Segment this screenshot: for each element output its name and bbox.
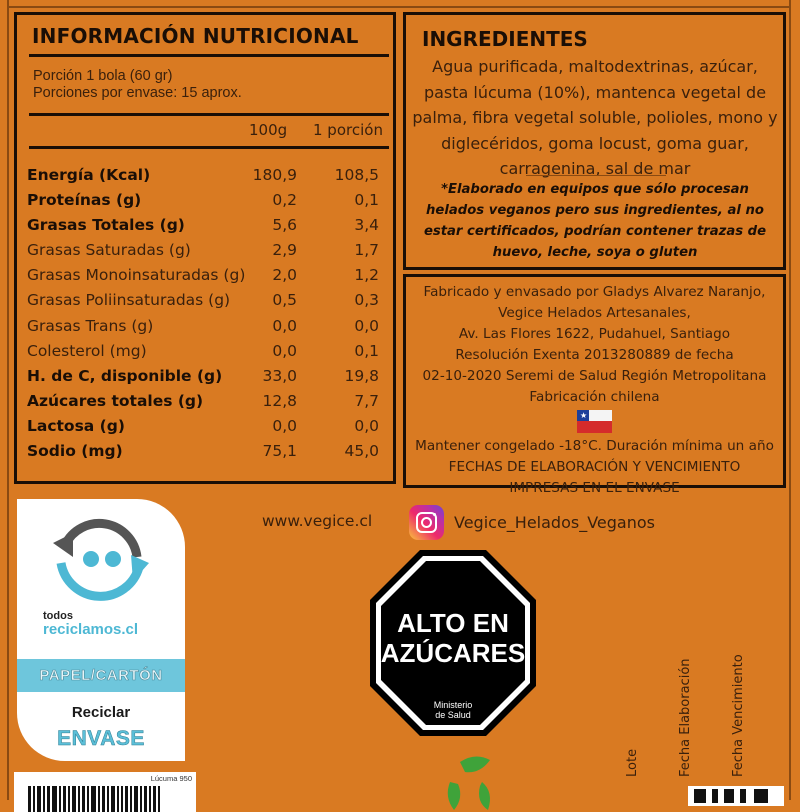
value-portion: 108,5 bbox=[334, 166, 379, 184]
value-portion: 19,8 bbox=[344, 366, 379, 385]
barcode-label: Lúcuma 950 bbox=[150, 774, 192, 783]
serving-size: Porción 1 bola (60 gr) bbox=[33, 68, 173, 84]
value-portion: 1,7 bbox=[354, 241, 379, 260]
warning-line: ALTO EN bbox=[397, 608, 509, 638]
divider bbox=[29, 146, 389, 149]
value-portion: 45,0 bbox=[344, 442, 379, 461]
barcode-bars-icon bbox=[28, 786, 188, 812]
chile-flag-icon: ★ bbox=[577, 410, 612, 433]
value-100g: 5,6 bbox=[272, 216, 297, 235]
column-header-100g: 100g bbox=[249, 121, 288, 139]
nutrition-panel bbox=[14, 12, 396, 484]
manufacturer-line: Resolución Exenta 2013280889 de fecha bbox=[455, 347, 734, 363]
value-100g: 0,0 bbox=[272, 316, 297, 335]
instagram-handle[interactable]: Vegice_Helados_Veganos bbox=[454, 513, 655, 532]
recycle-action: Reciclar bbox=[71, 704, 131, 721]
recycling-label bbox=[17, 499, 185, 761]
table-row bbox=[27, 414, 389, 439]
value-portion: 0,0 bbox=[354, 316, 379, 335]
value-portion: 1,2 bbox=[354, 266, 379, 285]
value-portion: 7,7 bbox=[354, 391, 379, 410]
table-row bbox=[27, 389, 389, 414]
manufacturer-line: 02-10-2020 Seremi de Salud Región Metropolitana bbox=[422, 368, 767, 384]
value-100g: 0,0 bbox=[272, 416, 297, 435]
warning-line: AZÚCARES bbox=[380, 638, 526, 668]
value-100g: 2,0 bbox=[272, 266, 297, 285]
material-label: PAPEL/CARTÓN bbox=[39, 667, 163, 684]
table-row bbox=[27, 238, 389, 263]
table-row bbox=[27, 163, 389, 188]
dates-note: IMPRESAS EN EL ENVASE bbox=[509, 480, 680, 496]
value-100g: 0,5 bbox=[272, 291, 297, 310]
recycle-item: ENVASE bbox=[57, 727, 145, 750]
manufacturer-line: Fabricación chilena bbox=[529, 389, 660, 405]
nutrient-label: Lactosa (g) bbox=[27, 416, 125, 435]
servings-per-container: Porciones por envase: 15 aprox. bbox=[33, 85, 242, 101]
nutrition-table bbox=[27, 163, 389, 464]
outer-border-left bbox=[7, 0, 9, 800]
nutrient-label: Grasas Saturadas (g) bbox=[27, 241, 191, 260]
manufacturer-info bbox=[406, 282, 783, 499]
recycle-brand-site: reciclamos.cl bbox=[43, 621, 139, 638]
recycle-smile-icon bbox=[47, 507, 157, 607]
table-row bbox=[27, 213, 389, 238]
value-100g: 12,8 bbox=[262, 391, 297, 410]
manufacturer-line: Vegice Helados Artesanales, bbox=[498, 305, 691, 321]
eco-leaves-icon bbox=[440, 752, 500, 812]
ingredients-panel bbox=[403, 12, 786, 270]
manufacturer-line: Fabricado y envasado por Gladys Alvarez Naranjo, bbox=[423, 284, 766, 300]
ingredients-title: INGREDIENTES bbox=[422, 27, 588, 51]
value-portion: 0,3 bbox=[354, 291, 379, 310]
value-portion: 0,1 bbox=[354, 191, 379, 210]
value-portion: 3,4 bbox=[354, 216, 379, 235]
nutrient-label: Proteínas (g) bbox=[27, 191, 142, 210]
table-row bbox=[27, 188, 389, 213]
value-100g: 0,2 bbox=[272, 191, 297, 210]
value-portion: 0,0 bbox=[354, 416, 379, 435]
value-100g: 75,1 bbox=[262, 442, 297, 461]
manufacturer-line: Av. Las Flores 1622, Pudahuel, Santiago bbox=[458, 326, 731, 342]
barcode bbox=[14, 772, 196, 812]
ingredients-list: Agua purificada, maltodextrinas, azúcar, pasta lúcuma (10%), mantenca vegetal de palma, fibra vegetal soluble, polioles, mono y diglecéridos, goma locust, goma guar, carragenina, sal de mar bbox=[412, 57, 778, 178]
table-row bbox=[27, 314, 389, 339]
storage-instructions: Mantener congelado -18°C. Duración mínima un año bbox=[415, 438, 774, 454]
dates-note: FECHAS DE ELABORACIÓN Y VENCIMIENTO bbox=[448, 459, 741, 475]
nutrient-label: Azúcares totales (g) bbox=[27, 391, 204, 410]
material-band bbox=[17, 659, 185, 692]
authority-line: Ministerio bbox=[433, 700, 473, 710]
nutrient-label: Grasas Totales (g) bbox=[27, 216, 185, 235]
recycle-brand-prefix: todos bbox=[43, 610, 73, 622]
outer-border-top bbox=[7, 6, 791, 8]
column-header-portion: 1 porción bbox=[313, 121, 383, 139]
warning-text bbox=[368, 608, 538, 668]
table-row bbox=[27, 439, 389, 464]
manufacturer-panel bbox=[403, 274, 786, 496]
nutrient-label: Energía (Kcal) bbox=[27, 166, 151, 184]
qr-code-icon bbox=[688, 786, 784, 806]
divider bbox=[526, 175, 666, 176]
expiry-date-label: Fecha Vencimiento bbox=[731, 654, 746, 777]
nutrient-label: H. de C, disponible (g) bbox=[27, 366, 223, 385]
table-row bbox=[27, 288, 389, 313]
table-row bbox=[27, 263, 389, 288]
allergen-note: *Elaborado en equipos que sólo procesan helados veganos pero sus ingredientes, al no estar certificados, podrían contener trazas de huevo, leche, soya o gluten bbox=[423, 182, 767, 260]
value-100g: 180,9 bbox=[252, 166, 297, 184]
nutrient-label: Grasas Monoinsaturadas (g) bbox=[27, 266, 246, 285]
value-portion: 0,1 bbox=[354, 341, 379, 360]
nutrient-label: Grasas Trans (g) bbox=[27, 316, 154, 335]
table-row bbox=[27, 339, 389, 364]
warning-authority bbox=[368, 700, 538, 720]
nutrition-title: INFORMACIÓN NUTRICIONAL bbox=[32, 24, 359, 48]
outer-border-right bbox=[789, 0, 791, 800]
lot-label: Lote bbox=[625, 748, 640, 777]
divider bbox=[29, 54, 389, 57]
production-date-label: Fecha Elaboración bbox=[678, 658, 693, 777]
table-row bbox=[27, 364, 389, 389]
website-link[interactable]: www.vegice.cl bbox=[262, 512, 373, 530]
nutrient-label: Colesterol (mg) bbox=[27, 341, 147, 360]
value-100g: 33,0 bbox=[262, 366, 297, 385]
value-100g: 0,0 bbox=[272, 341, 297, 360]
instagram-icon bbox=[409, 505, 444, 540]
divider bbox=[29, 113, 389, 116]
authority-line: de Salud bbox=[435, 710, 471, 720]
value-100g: 2,9 bbox=[272, 241, 297, 260]
nutrient-label: Sodio (mg) bbox=[27, 442, 123, 461]
nutrient-label: Grasas Poliinsaturadas (g) bbox=[27, 291, 231, 310]
